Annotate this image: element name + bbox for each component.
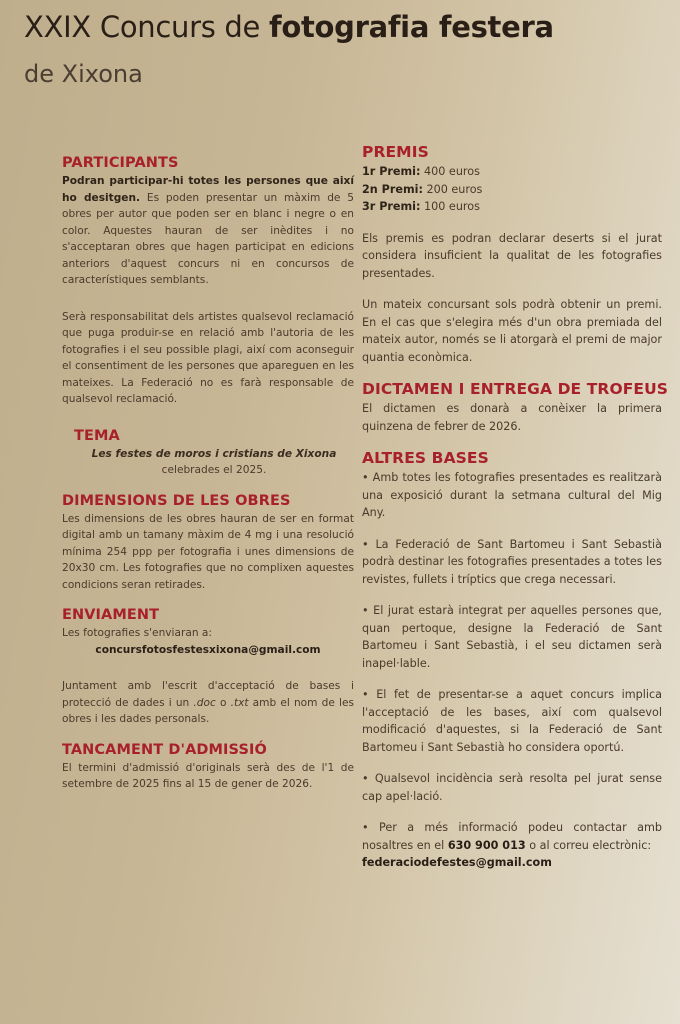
dictamen-heading: DICTAMEN I ENTREGA DE TROFEUS <box>362 380 669 398</box>
participants-body: Es poden presentar un màxim de 5 obres per autor que poden ser en blanc i negre o en color. Aquestes hauran de ser inèdites i no s'acceptaran obres que hagen participat en edicions anteriors d'aquest concurs ni en concursos de característiques semblants. <box>62 191 354 286</box>
altres-item: • Amb totes les fotografies presentades es realitzarà una exposició durant la setmana cultural del Mig Any. <box>362 471 662 519</box>
prize-1-amount: 400 euros <box>420 165 480 178</box>
section-enviament <box>62 607 354 728</box>
participants-heading: PARTICIPANTS <box>62 155 179 171</box>
contact-email[interactable]: federaciodefestes@gmail.com <box>362 856 552 869</box>
prize-1 <box>362 163 662 181</box>
altres-item: • El fet de presentar-se a aquet concurs implica l'acceptació de les bases, així com qualsevol modificació d'aquestes, si la Federació de Sant Bartomeu i Sant Sebastià ho considera oportú. <box>362 688 662 754</box>
page-title <box>24 10 554 44</box>
right-column <box>362 143 669 872</box>
prize-2-label: 2n Premi: <box>362 182 423 196</box>
section-premis <box>362 143 662 366</box>
enviament-text-b: o <box>215 696 231 709</box>
enviament-doc: .doc <box>193 696 216 709</box>
altres-contact <box>362 819 662 854</box>
premis-deserts: Els premis es podran declarar deserts si el jurat considera insuficient la qualitat de les fotografies presentades. <box>362 231 662 280</box>
dimensions-heading: DIMENSIONS DE LES OBRES <box>62 492 291 509</box>
tema-date: celebrades el 2025. <box>161 464 267 476</box>
contact-text-b: o al correu electrònic: <box>525 838 652 852</box>
enviament-heading: ENVIAMENT <box>62 607 160 623</box>
altres-item: • El jurat estarà integrat per aquelles persones que, quan pertoque, designe la Federació de Sant Bartomeu i Sant Sebastià, i el seu dictamen serà inapel·lable. <box>362 604 662 670</box>
premis-single: Un mateix concursant sols podrà obtenir un premi. En el cas que s'elegira més d'un obra premiada del mateix autor, només se li atorgarà el premi de major quantia econòmica. <box>362 298 662 364</box>
contact-phone[interactable]: 630 900 013 <box>447 838 526 852</box>
premis-heading: PREMIS <box>362 143 429 161</box>
section-tancament <box>62 742 354 793</box>
participants-lead: Podran participar-hi totes les persones que així ho desitgen. <box>62 175 354 204</box>
contact-text-a: • Per a més informació podeu contactar amb nosaltres en el <box>362 821 662 852</box>
left-column <box>62 155 354 793</box>
section-tema <box>62 428 354 479</box>
altres-email-line <box>362 854 662 872</box>
section-dimensions <box>62 493 354 594</box>
prize-3 <box>362 198 662 216</box>
enviament-txt: .txt <box>230 696 249 709</box>
section-participants <box>62 155 354 408</box>
enviament-text <box>62 678 354 728</box>
tema-theme-title: Les festes de moros i cristians de Xixona <box>91 447 337 460</box>
title-bold: fotografia festera <box>269 10 554 44</box>
enviament-intro: Les fotografies s'enviaran a: <box>62 627 212 639</box>
enviament-text-a: Juntament amb l'escrit d'acceptació de bases i protecció de dades i un <box>62 680 354 709</box>
enviament-email[interactable]: concursfotosfestesxixona@gmail.com <box>95 643 321 656</box>
tancament-text: El termini d'admissió d'originals serà des de l'1 de setembre de 2025 fins al 15 de gener de 2026. <box>62 761 354 790</box>
enviament-email-line <box>62 642 354 659</box>
altres-item: • Qualsevol incidència serà resolta pel jurat sense cap apel·lació. <box>362 772 662 803</box>
prize-1-label: 1r Premi: <box>362 165 421 178</box>
prize-3-label: 3r Premi: <box>362 200 421 213</box>
tancament-heading: TANCAMENT D'ADMISSIÓ <box>62 741 267 758</box>
title-regular: XXIX Concurs de <box>24 10 269 44</box>
dimensions-text: Les dimensions de les obres hauran de ser en format digital amb un tamany màxim de 4 mg i una resolució mínima 254 ppp per fotografia i unes dimensions de 20x30 cm. Les fotografies que no complixen aquestes condicions seran retirades. <box>62 512 354 591</box>
prize-2-amount: 200 euros <box>422 182 483 196</box>
enviament-text-c: amb el nom de les obres i les dades personals. <box>62 696 354 725</box>
participants-text <box>62 173 354 289</box>
prize-3-amount: 100 euros <box>420 200 480 213</box>
section-dictamen <box>362 380 669 435</box>
page-subtitle: de Xixona <box>24 60 143 88</box>
altres-item: • La Federació de Sant Bartomeu i Sant Sebastià podrà destinar les fotografies presentades a totes les revistes, fullets i tríptics que crega necessari. <box>362 537 662 586</box>
prize-2 <box>362 181 662 199</box>
section-altres <box>362 449 662 872</box>
tema-heading: TEMA <box>74 427 120 444</box>
participants-responsibility: Serà responsabilitat dels artistes qualsevol reclamació que puga produir-se en relació amb l'autoria de les fotografies i el seu possible plagi, així com aconseguir el consentiment de les persones que apareguen en les mateixes. La Federació no es farà responsable de qualsevol reclamació. <box>62 310 354 405</box>
altres-heading: ALTRES BASES <box>362 449 489 467</box>
dictamen-text: El dictamen es donarà a conèixer la primera quinzena de febrer de 2026. <box>362 402 662 433</box>
tema-theme <box>74 446 354 463</box>
